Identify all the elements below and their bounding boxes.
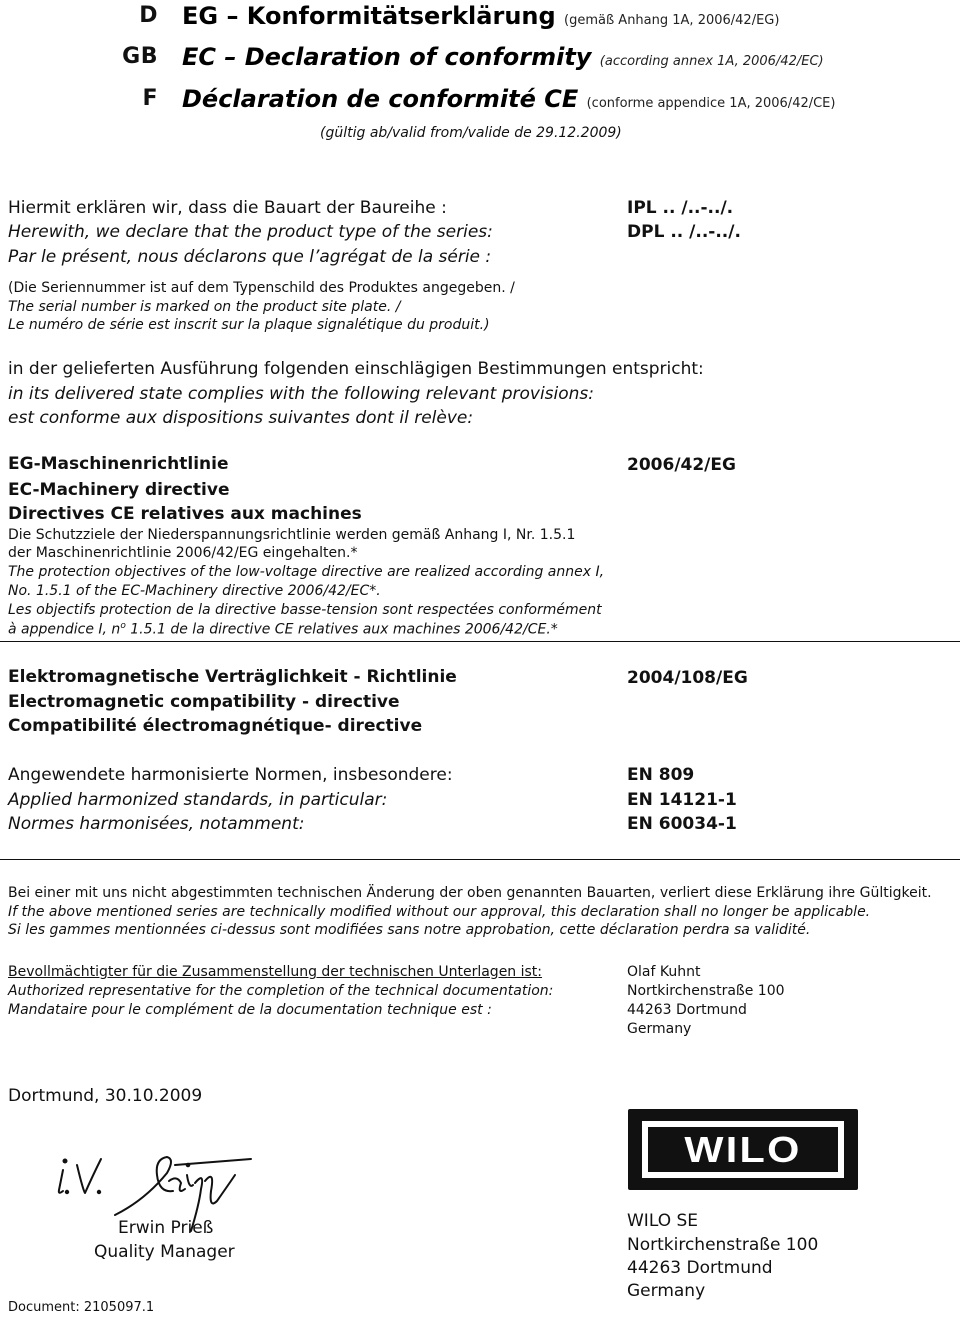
machinery-directive-en: EC-Machinery directive: [8, 480, 230, 500]
representative-name: Olaf Kuhnt: [627, 964, 701, 980]
title-de-row: [182, 2, 779, 30]
machinery-note-fr-1: Les objectifs protection de la directive basse-tension sont respectées conformément: [8, 602, 602, 618]
machinery-directive-code: 2006/42/EG: [627, 455, 736, 475]
compliance-fr: est conforme aux dispositions suivantes dont il relève:: [8, 408, 474, 428]
validity-note: (gültig ab/valid from/valide de 29.12.2009): [320, 125, 622, 141]
machinery-note-fr-superscript: o: [120, 621, 126, 631]
machinery-directive-de: EG-Maschinenrichtlinie: [8, 454, 229, 474]
standard-en-60034: EN 60034-1: [627, 814, 737, 834]
signatory-name: Erwin Prieß: [118, 1218, 214, 1238]
compliance-de: in der gelieferten Ausführung folgenden einschlägigen Bestimmungen entspricht:: [8, 359, 704, 379]
document-number: Document: 2105097.1: [8, 1300, 155, 1315]
modification-fr: Si les gammes mentionnées ci-dessus sont modifiées sans notre approbation, cette déclaration perdra sa validité.: [8, 922, 811, 938]
section-divider: [0, 859, 960, 860]
language-code-gb: GB: [122, 44, 158, 69]
representative-fr: Mandataire pour le complément de la documentation technique est :: [8, 1002, 492, 1018]
title-de: EG – Konformitätserklärung: [182, 2, 556, 30]
title-fr-subtitle: (conforme appendice 1A, 2006/42/CE): [586, 96, 836, 111]
wilo-logo: [628, 1109, 858, 1190]
standards-fr: Normes harmonisées, notamment:: [8, 814, 305, 834]
standard-en-14121: EN 14121-1: [627, 790, 737, 810]
emc-directive-code: 2004/108/EG: [627, 668, 748, 688]
title-fr-row: [182, 85, 835, 113]
machinery-directive-fr: Directives CE relatives aux machines: [8, 504, 362, 524]
representative-de: Bevollmächtigter für die Zusammenstellung der technischen Unterlagen ist:: [8, 964, 543, 980]
company-country: Germany: [627, 1281, 706, 1301]
machinery-note-de-2: der Maschinenrichtlinie 2006/42/EG eingehalten.*: [8, 545, 358, 561]
representative-country: Germany: [627, 1021, 692, 1037]
serial-note-de: (Die Seriennummer ist auf dem Typenschild des Produktes angegeben. /: [8, 280, 515, 296]
language-code-de: D: [139, 3, 158, 28]
modification-de: Bei einer mit uns nicht abgestimmten technischen Änderung der oben genannten Bauarten, verliert diese Erklärung ihre Gültigkeit.: [8, 885, 932, 901]
standards-de: Angewendete harmonisierte Normen, insbesondere:: [8, 765, 453, 785]
signatory-role: Quality Manager: [94, 1242, 235, 1262]
title-en-subtitle: (according annex 1A, 2006/42/EC): [599, 54, 824, 69]
emc-directive-de: Elektromagnetische Verträglichkeit - Richtlinie: [8, 667, 457, 687]
machinery-note-fr-2-end: 1.5.1 de la directive CE relatives aux machines 2006/42/CE.*: [125, 621, 558, 638]
title-en: EC – Declaration of conformity: [182, 43, 592, 71]
standards-en: Applied harmonized standards, in particular:: [8, 790, 388, 810]
compliance-en: in its delivered state complies with the following relevant provisions:: [8, 384, 595, 404]
series-declaration-de: Hiermit erklären wir, dass die Bauart der Baureihe :: [8, 198, 447, 218]
language-code-f: F: [142, 86, 158, 111]
standard-en-809: EN 809: [627, 765, 695, 785]
wilo-logo-text: WILO: [684, 1128, 802, 1170]
series-code-ipl: IPL .. /..-../.: [627, 198, 734, 218]
emc-directive-en: Electromagnetic compatibility - directive: [8, 692, 400, 712]
company-street: Nortkirchenstraße 100: [627, 1235, 819, 1255]
machinery-note-en-1: The protection objectives of the low-voltage directive are realized according annex I,: [8, 564, 605, 580]
serial-note-fr: Le numéro de série est inscrit sur la plaque signalétique du produit.): [8, 317, 490, 333]
place-and-date: Dortmund, 30.10.2009: [8, 1086, 203, 1106]
emc-directive-fr: Compatibilité électromagnétique- directive: [8, 716, 423, 736]
machinery-note-fr-2-start: à appendice I, n: [8, 621, 121, 638]
title-de-subtitle: (gemäß Anhang 1A, 2006/42/EG): [564, 13, 780, 28]
series-declaration-en: Herewith, we declare that the product type of the series:: [8, 222, 493, 242]
title-fr: Déclaration de conformité CE: [182, 85, 579, 113]
series-code-dpl: DPL .. /..-../.: [627, 222, 741, 242]
company-name: WILO SE: [627, 1211, 699, 1231]
company-city: 44263 Dortmund: [627, 1258, 773, 1278]
representative-street: Nortkirchenstraße 100: [627, 983, 785, 999]
machinery-note-en-2: No. 1.5.1 of the EC-Machinery directive 2006/42/EC*.: [8, 583, 381, 599]
series-declaration-fr: Par le présent, nous déclarons que l’agrégat de la série :: [8, 247, 492, 267]
modification-en: If the above mentioned series are technically modified without our approval, this declaration shall no longer be applicable.: [8, 904, 871, 920]
machinery-note-fr-2: [8, 621, 558, 638]
representative-en: Authorized representative for the completion of the technical documentation:: [8, 983, 554, 999]
section-divider: [0, 641, 960, 642]
machinery-note-de-1: Die Schutzziele der Niederspannungsrichtlinie werden gemäß Anhang I, Nr. 1.5.1: [8, 527, 576, 543]
representative-city: 44263 Dortmund: [627, 1002, 747, 1018]
serial-note-en: The serial number is marked on the product site plate. /: [8, 299, 401, 315]
title-en-row: [182, 43, 824, 71]
